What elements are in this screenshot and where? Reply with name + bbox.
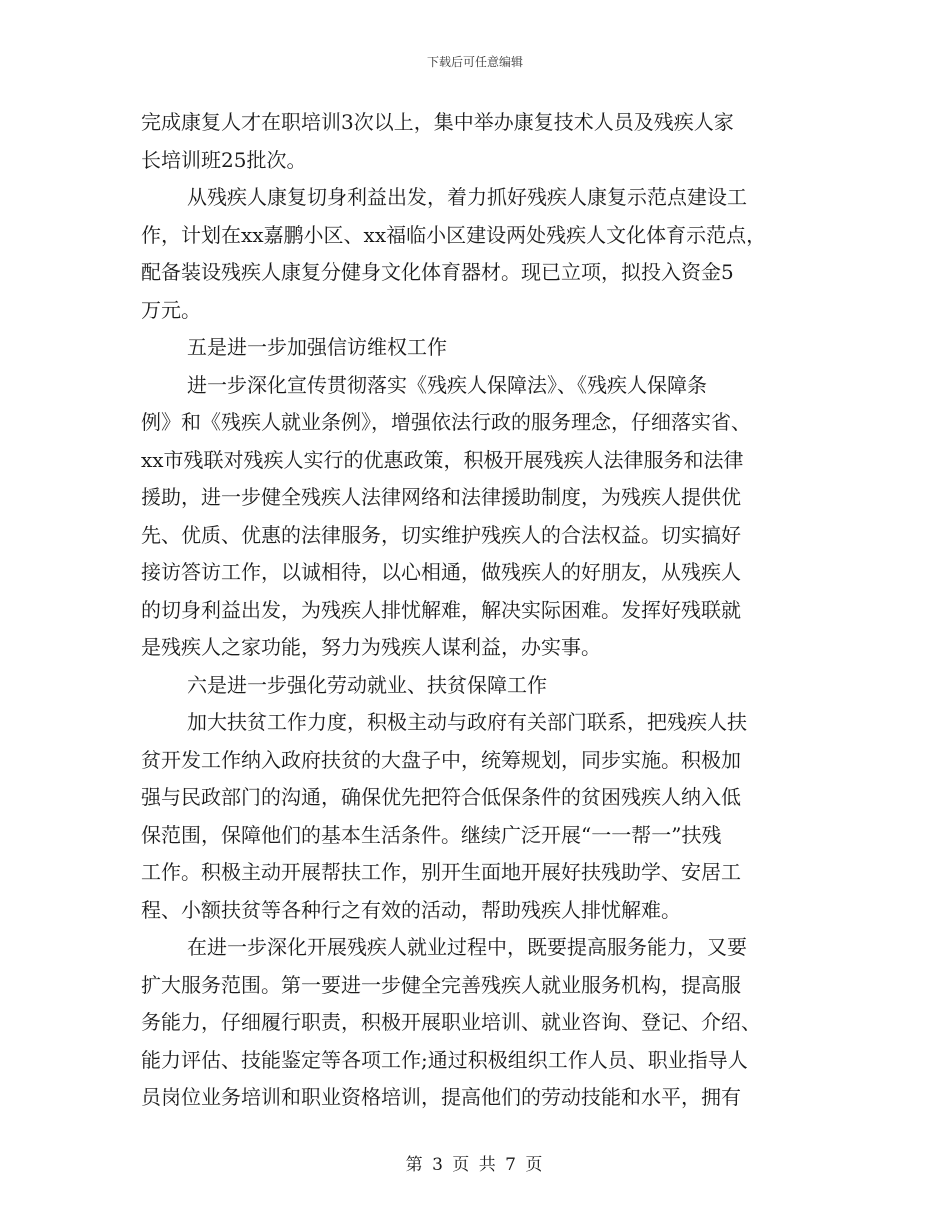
- document-body: [141, 104, 811, 1117]
- text-line: 贫开发工作纳入政府扶贫的大盘子中，统筹规划，同步实施。积极加: [141, 747, 741, 772]
- text-line: 万元。: [141, 297, 201, 322]
- text-line: 强与民政部门的沟通，确保优先把符合低保条件的贫困残疾人纳入低: [141, 785, 741, 809]
- text-line: 六是进一步强化劳动就业、扶贫保障工作: [187, 672, 547, 697]
- text-line: 加大扶贫工作力度，积极主动与政府有关部门联系，把残疾人扶: [187, 710, 747, 734]
- text-line: 例》和《残疾人就业条例》，增强依法行政的服务理念，仔细落实省、: [141, 410, 751, 434]
- text-line: 员岗位业务培训和职业资格培训，提高他们的劳动技能和水平，拥有: [141, 1085, 741, 1109]
- text-line: 的切身利益出发，为残疾人排忧解难，解决实际困难。发挥好残联就: [141, 597, 741, 622]
- text-line: 接访答访工作，以诚相待，以心相通，做残疾人的好朋友，从残疾人: [141, 560, 741, 584]
- text-line: 务能力，仔细履行职责，积极开展职业培训、就业咨询、登记、介绍、: [141, 1010, 761, 1034]
- page-number: 第 3 页 共 7 页: [405, 1155, 545, 1175]
- text-line: 进一步深化宣传贯彻落实《残疾人保障法》、《残疾人保障条: [187, 372, 707, 397]
- text-line: 五是进一步加强信访维权工作: [187, 335, 447, 359]
- text-line: 先、优质、优惠的法律服务，切实维护残疾人的合法权益。切实搞好: [141, 522, 741, 547]
- text-line: xx市残联对残疾人实行的优惠政策，积极开展残疾人法律服务和法律: [141, 447, 744, 472]
- text-line: 长培训班25批次。: [141, 147, 307, 172]
- text-line: 完成康复人才在职培训3次以上，集中举办康复技术人员及残疾人家: [141, 110, 734, 134]
- text-line: 作，计划在xx嘉鹏小区、xx福临小区建设两处残疾人文化体育示范点，: [141, 222, 767, 247]
- text-line: 工作。积极主动开展帮扶工作，别开生面地开展好扶残助学、安居工: [141, 860, 741, 884]
- text-line: 配备装设残疾人康复分健身文化体育器材。现已立项，拟投入资金5: [141, 260, 734, 284]
- text-line: 能力评估、技能鉴定等各项工作;通过积极组织工作人员、职业指导人: [141, 1047, 748, 1072]
- text-line: 扩大服务范围。第一要进一步健全完善残疾人就业服务机构，提高服: [141, 972, 741, 997]
- text-line: 从残疾人康复切身利益出发，着力抓好残疾人康复示范点建设工: [187, 185, 747, 209]
- text-line: 是残疾人之家功能，努力为残疾人谋利益，办实事。: [141, 635, 601, 659]
- page-header-note: 下载后可任意编辑: [426, 55, 523, 69]
- text-line: 程、小额扶贫等各种行之有效的活动，帮助残疾人排忧解难。: [141, 897, 681, 922]
- text-line: 在进一步深化开展残疾人就业过程中，既要提高服务能力，又要: [187, 935, 747, 959]
- text-line: 援助，进一步健全残疾人法律网络和法律援助制度，为残疾人提供优: [141, 485, 741, 509]
- text-line: 保范围，保障他们的基本生活条件。继续广泛开展“一一帮一”扶残: [141, 822, 722, 847]
